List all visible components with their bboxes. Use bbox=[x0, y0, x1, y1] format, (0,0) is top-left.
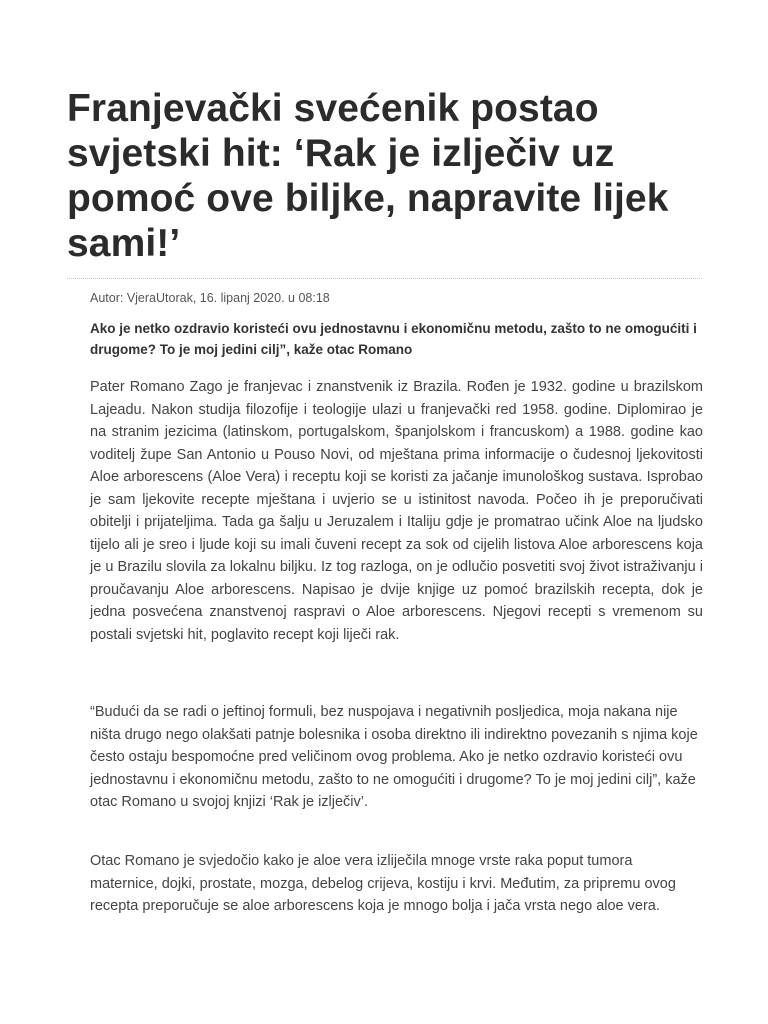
article-paragraph: Otac Romano je svjedočio kako je aloe vera izliječila mnoge vrste raka poput tumora maternice, dojki, prostate, mozga, debelog crijeva, kostiju i krvi. Međutim, za pripremu ovog recepta preporučuje se aloe arborescens koja je mnogo bolja i jača vrsta nego aloe vera. bbox=[90, 853, 676, 914]
article-lead: Ako je netko ozdravio koristeći ovu jednostavnu i ekonomičnu metodu, zašto to ne omogućiti i drugome? To je moj jedini cilj”, kaže otac Romano bbox=[90, 321, 697, 357]
title-divider bbox=[67, 278, 702, 279]
article-paragraph: “Budući da se radi o jeftinoj formuli, bez nuspojava i negativnih posljedica, moja nakana nije ništa drugo nego olakšati patnje bolesnika i osoba direktno ili indirektno povezanih s njima koje često ostaju bespomoćne pred veličinom ovog problema. Ako je netko ozdravio koristeći ovu jednostavnu i ekonomičnu metodu, zašto to ne omogućiti i drugome? To je moj jedini cilj”, kaže otac Romano u svojoj knjizi ‘Rak je izlječiv’. bbox=[90, 704, 698, 810]
article-title: Franjevački svećenik postao svjetski hit: ‘Rak je izlječiv uz pomoć ove biljke, napravite lijek sami!’ bbox=[67, 87, 669, 265]
article-paragraph: Pater Romano Zago je franjevac i znanstvenik iz Brazila. Rođen je 1932. godine u brazilskom Lajeadu. Nakon studija filozofije i teologije ulazi u franjevački red 1958. godine. Diplomirao je na stranim jezicima (latinskom, portugalskom, španjolskom i francuskom) a 1988. godine kao voditelj župe San Antonio u Pouso Novi, od mještana prima informacije o čudesnoj ljekovitosti Aloe arborescens (Aloe Vera) i receptu koji se koristi za jačanje imunološkog sustava. Isprobao je sam ljekovite recepte mještana i uvjerio se u istinitost navoda. Počeo ih je preporučivati obitelji i prijateljima. Tada ga šalju u Jeruzalem i Italiju gdje je promatrao učink Aloe na ljudsko tijelo ali je sreo i ljude koji su imali čuveni recept za sok od cijelih listova Aloe arborescens koja je u Brazilu slovila za lokalnu biljku. Iz tog razloga, on je odlučio posvetiti svoj život istraživanju i proučavanju Aloe arborescens. Napisao je dvije knjige uz pomoć brazilskih recepta, dok je jedna posvećena znanstvenoj raspravi o Aloe arborescens. Njegovi recepti s vremenom su postali svjetski hit, poglavito recept koji liječi rak. bbox=[90, 379, 703, 643]
article-meta: Autor: VjeraUtorak, 16. lipanj 2020. u 08:18 bbox=[90, 291, 330, 305]
